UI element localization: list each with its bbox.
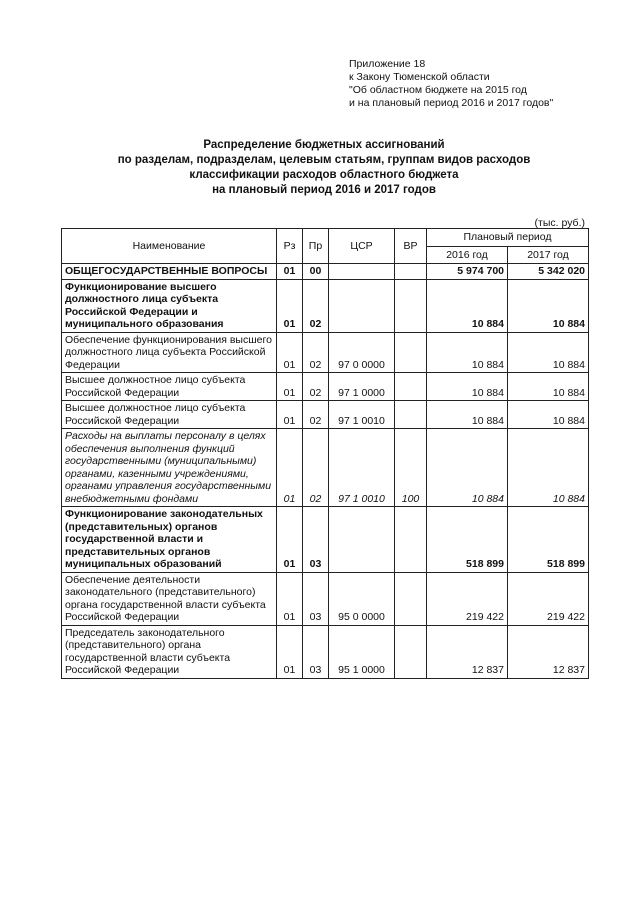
cell-pr: 02 [303,401,329,429]
cell-2016: 10 884 [427,332,508,373]
cell-2017: 10 884 [508,401,589,429]
header-pr: Пр [303,229,329,264]
cell-2017: 10 884 [508,373,589,401]
cell-name: Функционирование высшего должностного лица субъекта Российской Федерации и муниципального образования [62,279,277,332]
cell-name: Высшее должностное лицо субъекта Российской Федерации [62,401,277,429]
cell-vr [395,572,427,625]
cell-2016: 10 884 [427,373,508,401]
cell-name: Высшее должностное лицо субъекта Российской Федерации [62,373,277,401]
cell-2016: 10 884 [427,401,508,429]
cell-vr [395,264,427,280]
cell-pr: 02 [303,429,329,507]
table-row [62,279,589,332]
cell-rz: 01 [277,572,303,625]
cell-2016: 5 974 700 [427,264,508,280]
cell-csr: 97 1 0000 [329,373,395,401]
cell-rz: 01 [277,332,303,373]
cell-name: Функционирование законодательных (представительных) органов государственной власти и представительных органов муниципальных образований [62,507,277,573]
table-row [62,429,589,507]
header-name: Наименование [62,229,277,264]
cell-vr [395,625,427,678]
table-row [62,507,589,573]
cell-pr: 03 [303,572,329,625]
cell-csr [329,264,395,280]
table-row [62,373,589,401]
cell-csr: 95 1 0000 [329,625,395,678]
header-2016: 2016 год [427,246,508,264]
cell-2017: 10 884 [508,429,589,507]
cell-pr: 00 [303,264,329,280]
cell-rz: 01 [277,279,303,332]
budget-table [61,228,589,679]
cell-name: Обеспечение деятельности законодательного (представительного) органа государственной власти субъекта Российской Федерации [62,572,277,625]
cell-2017: 219 422 [508,572,589,625]
table-row [62,264,589,280]
cell-2016: 12 837 [427,625,508,678]
cell-2016: 10 884 [427,429,508,507]
cell-vr [395,332,427,373]
header-planned-period: Плановый период [427,229,589,247]
cell-rz: 01 [277,264,303,280]
cell-csr: 97 0 0000 [329,332,395,373]
cell-rz: 01 [277,429,303,507]
cell-2016: 219 422 [427,572,508,625]
title-line: классификации расходов областного бюджета [189,169,459,181]
cell-name: Обеспечение функционирования высшего должностного лица субъекта Российской Федерации [62,332,277,373]
cell-vr [395,279,427,332]
cell-pr: 02 [303,332,329,373]
cell-csr [329,279,395,332]
cell-csr [329,507,395,573]
cell-pr: 02 [303,373,329,401]
cell-name: ОБЩЕГОСУДАРСТВЕННЫЕ ВОПРОСЫ [62,264,277,280]
title-line: Распределение бюджетных ассигнований [203,139,445,151]
title-line: по разделам, подразделам, целевым статьям, группам видов расходов [117,154,531,166]
table-row [62,572,589,625]
cell-name: Председатель законодательного (представительного) органа государственной власти субъекта Российской Федерации [62,625,277,678]
cell-rz: 01 [277,625,303,678]
cell-csr: 95 0 0000 [329,572,395,625]
cell-rz: 01 [277,373,303,401]
header-csr: ЦСР [329,229,395,264]
appendix-line: и на плановый период 2016 и 2017 годов" [349,97,554,109]
appendix-reference [349,58,629,110]
cell-pr: 02 [303,279,329,332]
table-row [62,625,589,678]
table-body [62,264,589,679]
header-vr: ВР [395,229,427,264]
cell-pr: 03 [303,507,329,573]
appendix-line: Приложение 18 [349,58,426,70]
cell-vr [395,507,427,573]
cell-vr: 100 [395,429,427,507]
table-row [62,332,589,373]
header-2017: 2017 год [508,246,589,264]
cell-2016: 518 899 [427,507,508,573]
cell-2017: 10 884 [508,279,589,332]
cell-name: Расходы на выплаты персоналу в целях обеспечения выполнения функций государственными (муниципальными) органами, казенными учреждениями, органами управления государственными внебюджетными фондами [62,429,277,507]
cell-rz: 01 [277,401,303,429]
table-row [62,401,589,429]
cell-2017: 10 884 [508,332,589,373]
cell-rz: 01 [277,507,303,573]
units-note: (тыс. руб.) [534,217,585,229]
cell-2017: 5 342 020 [508,264,589,280]
cell-vr [395,401,427,429]
table-header [62,229,589,264]
appendix-line: "Об областном бюджете на 2015 год [349,84,527,96]
cell-2016: 10 884 [427,279,508,332]
cell-vr [395,373,427,401]
document-title [60,138,588,198]
appendix-line: к Закону Тюменской области [349,71,490,83]
cell-2017: 12 837 [508,625,589,678]
cell-csr: 97 1 0010 [329,401,395,429]
title-line: на плановый период 2016 и 2017 годов [212,184,436,196]
cell-pr: 03 [303,625,329,678]
header-rz: Рз [277,229,303,264]
cell-csr: 97 1 0010 [329,429,395,507]
cell-2017: 518 899 [508,507,589,573]
